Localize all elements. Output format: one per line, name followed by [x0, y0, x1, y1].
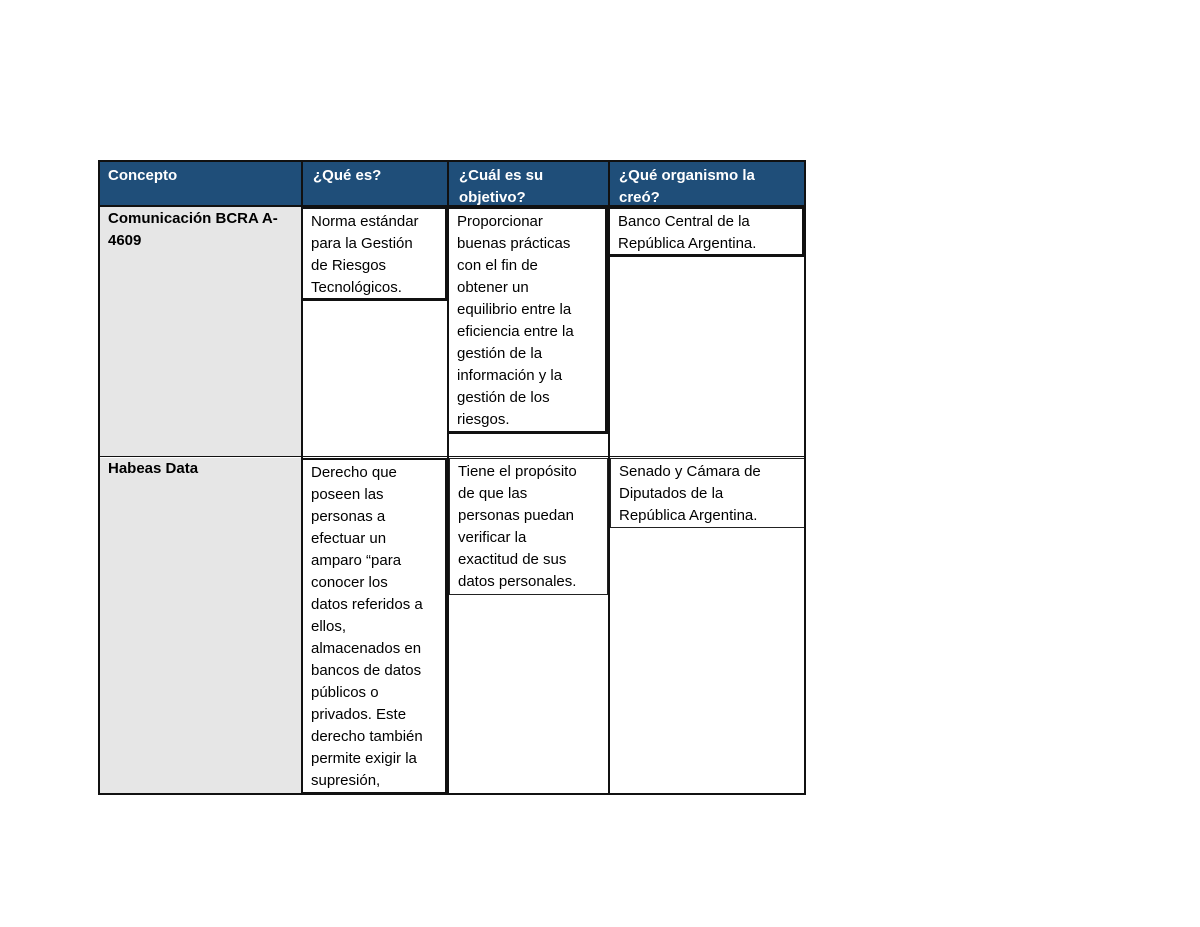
objective-box	[447, 207, 608, 434]
text-line: equilibrio entre la	[457, 301, 572, 318]
objective-box	[449, 458, 608, 595]
text-line: para la Gestión	[311, 235, 413, 252]
header-objetivo	[449, 160, 609, 207]
text-line: Banco Central de la	[618, 213, 750, 230]
organism-box	[610, 458, 805, 528]
text-line: información y la	[457, 367, 563, 384]
text-line: de que las	[458, 485, 528, 502]
definition-box	[301, 207, 448, 301]
text-line: efectuar un	[311, 530, 387, 547]
text-line: ellos,	[311, 618, 347, 635]
header-label: ¿Qué organismo la creó?	[619, 167, 755, 206]
concept-table	[98, 160, 806, 795]
text-line: personas puedan	[458, 507, 574, 524]
text-line: supresión,	[311, 772, 381, 789]
text-line: República Argentina.	[618, 235, 757, 252]
grid-line	[98, 456, 806, 457]
text-line: poseen las	[311, 486, 384, 503]
text-line: públicos o	[311, 684, 379, 701]
text-line: privados. Este	[311, 706, 407, 723]
text-line: obtener un	[457, 279, 529, 296]
grid-line	[804, 160, 806, 795]
organism-box	[608, 207, 805, 257]
text-line: exactitud de sus	[458, 551, 567, 568]
header-label: Concepto	[108, 167, 178, 184]
concept-name: Comunicación BCRA A-4609	[108, 210, 278, 249]
text-line: Senado y Cámara de	[619, 463, 761, 480]
text-line: eficiencia entre la	[457, 323, 574, 340]
text-line: personas a	[311, 508, 386, 525]
text-line: de Riesgos	[311, 257, 387, 274]
text-line: gestión de los	[457, 389, 550, 406]
header-label: ¿Cuál es su objetivo?	[459, 167, 544, 206]
text-line: datos referidos a	[311, 596, 423, 613]
text-line: gestión de la	[457, 345, 543, 362]
header-que-es	[303, 160, 449, 207]
text-line: verificar la	[458, 529, 527, 546]
grid-line	[301, 160, 303, 795]
text-line: bancos de datos	[311, 662, 422, 679]
text-line: riesgos.	[457, 411, 510, 428]
grid-line	[608, 160, 610, 795]
text-line: República Argentina.	[619, 507, 758, 524]
grid-line	[98, 160, 806, 162]
text-line: buenas prácticas	[457, 235, 571, 252]
text-line: datos personales.	[458, 573, 577, 590]
grid-line	[98, 793, 806, 795]
text-line: Derecho que	[311, 464, 397, 481]
text-line: permite exigir la	[311, 750, 417, 767]
text-line: Diputados de la	[619, 485, 724, 502]
header-concepto	[98, 160, 303, 207]
text-line: derecho también	[311, 728, 423, 745]
text-line: conocer los	[311, 574, 388, 591]
grid-line	[447, 160, 449, 795]
text-line: con el fin de	[457, 257, 538, 274]
grid-line	[98, 160, 100, 795]
header-label: ¿Qué es?	[313, 167, 382, 184]
concept-name: Habeas Data	[108, 460, 199, 477]
text-line: amparo “para	[311, 552, 402, 569]
header-organismo	[609, 160, 806, 207]
text-line: Tiene el propósito	[458, 463, 577, 480]
text-line: Norma estándar	[311, 213, 419, 230]
definition-box	[301, 458, 448, 795]
concept-cell-2	[98, 458, 303, 795]
text-line: Tecnológicos.	[311, 279, 402, 296]
text-line: Proporcionar	[457, 213, 543, 230]
text-line: almacenados en	[311, 640, 422, 657]
